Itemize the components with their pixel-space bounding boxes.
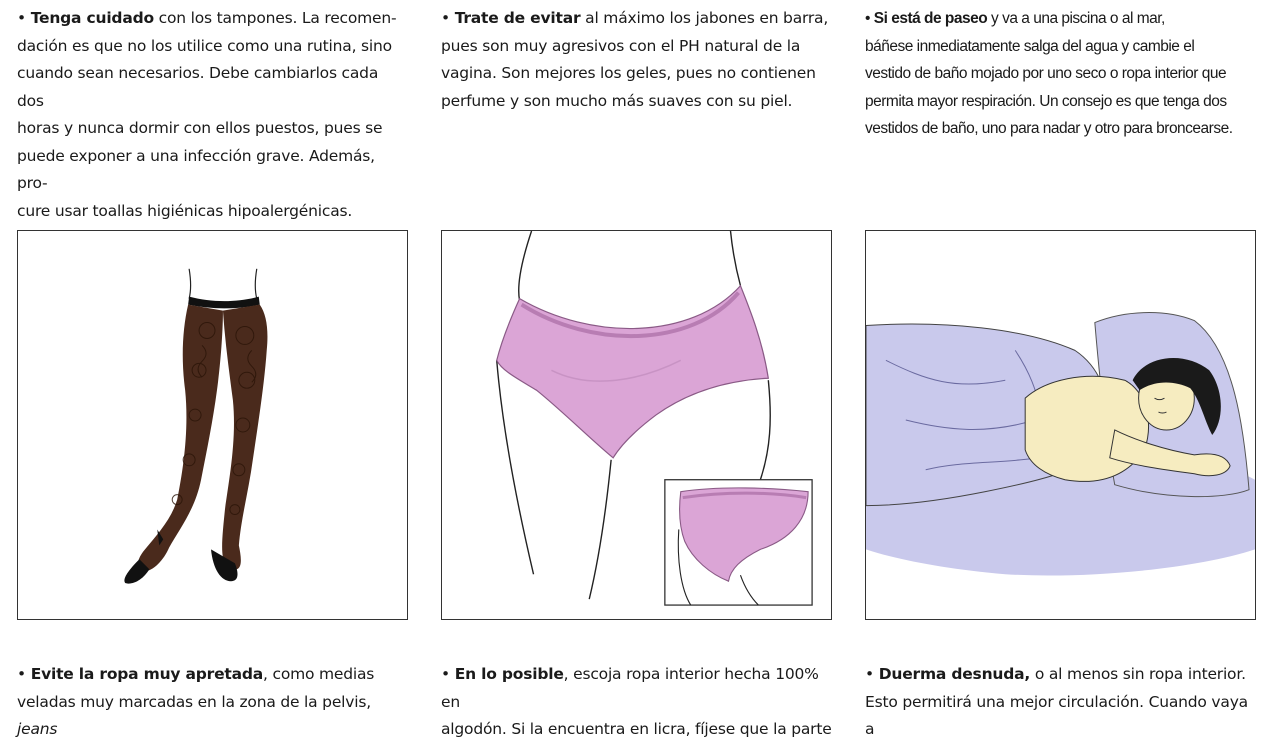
bullet: • bbox=[17, 665, 26, 683]
tip-sleep: • Duerma desnuda, o al menos sin ropa interior. Esto permitirá una mejor circulación. Cuando vaya a bbox=[865, 665, 1248, 738]
panel-sleeping bbox=[865, 230, 1256, 620]
underwear-illustration bbox=[442, 231, 831, 619]
tip-heading: En lo posible bbox=[454, 665, 564, 683]
bullet: • bbox=[865, 665, 874, 683]
bullet: • bbox=[441, 9, 450, 27]
tip-heading: Tenga cuidado bbox=[30, 9, 154, 27]
tip-heading: Evite la ropa muy apretada bbox=[30, 665, 264, 683]
tip-soap: • Trate de evitar al máximo los jabones en barra, pues son muy agresivos con el PH natural de la vagina. Son mejores los geles, pues no contienen perfume y son mucho más suaves con su piel. bbox=[441, 9, 829, 110]
tip-tight-clothes: • Evite la ropa muy apretada, como medias veladas muy marcadas en la zona de la pelvis, jeans bbox=[17, 665, 375, 738]
panel-underwear bbox=[441, 230, 832, 620]
sleeping-woman-illustration bbox=[866, 231, 1255, 619]
stockings-illustration bbox=[18, 231, 407, 619]
tip-heading: Si está de paseo bbox=[873, 10, 988, 27]
panel-stockings bbox=[17, 230, 408, 620]
tip-heading: Trate de evitar bbox=[454, 9, 581, 27]
tip-tampons: • Tenga cuidado con los tampones. La recomen- dación es que no los utilice como una rutina, sino cuando sean necesarios. Debe cambiarlos cada dos horas y nunca dormir con ellos puestos, pues se puede exponer a una infección grave. Además, pro- cure usar toallas higiénicas hipoalergénicas. bbox=[17, 9, 397, 220]
tip-heading: Duerma desnuda, bbox=[878, 665, 1031, 683]
bullet: • bbox=[865, 10, 870, 27]
tip-cotton: • En lo posible, escoja ropa interior hecha 100% en algodón. Si la encuentra en licra, fíjese que la parte bbox=[441, 665, 832, 738]
bullet: • bbox=[441, 665, 450, 683]
bullet: • bbox=[17, 9, 26, 27]
tip-swimming: • Si está de paseo y va a una piscina o al mar, báñese inmediatamente salga del agua y cambie el vestido de baño mojado por uno seco o ropa interior que permita mayor respiración. Un consejo es que tenga dos vestidos de baño, uno para nadar y otro para broncearse. bbox=[865, 10, 1233, 137]
